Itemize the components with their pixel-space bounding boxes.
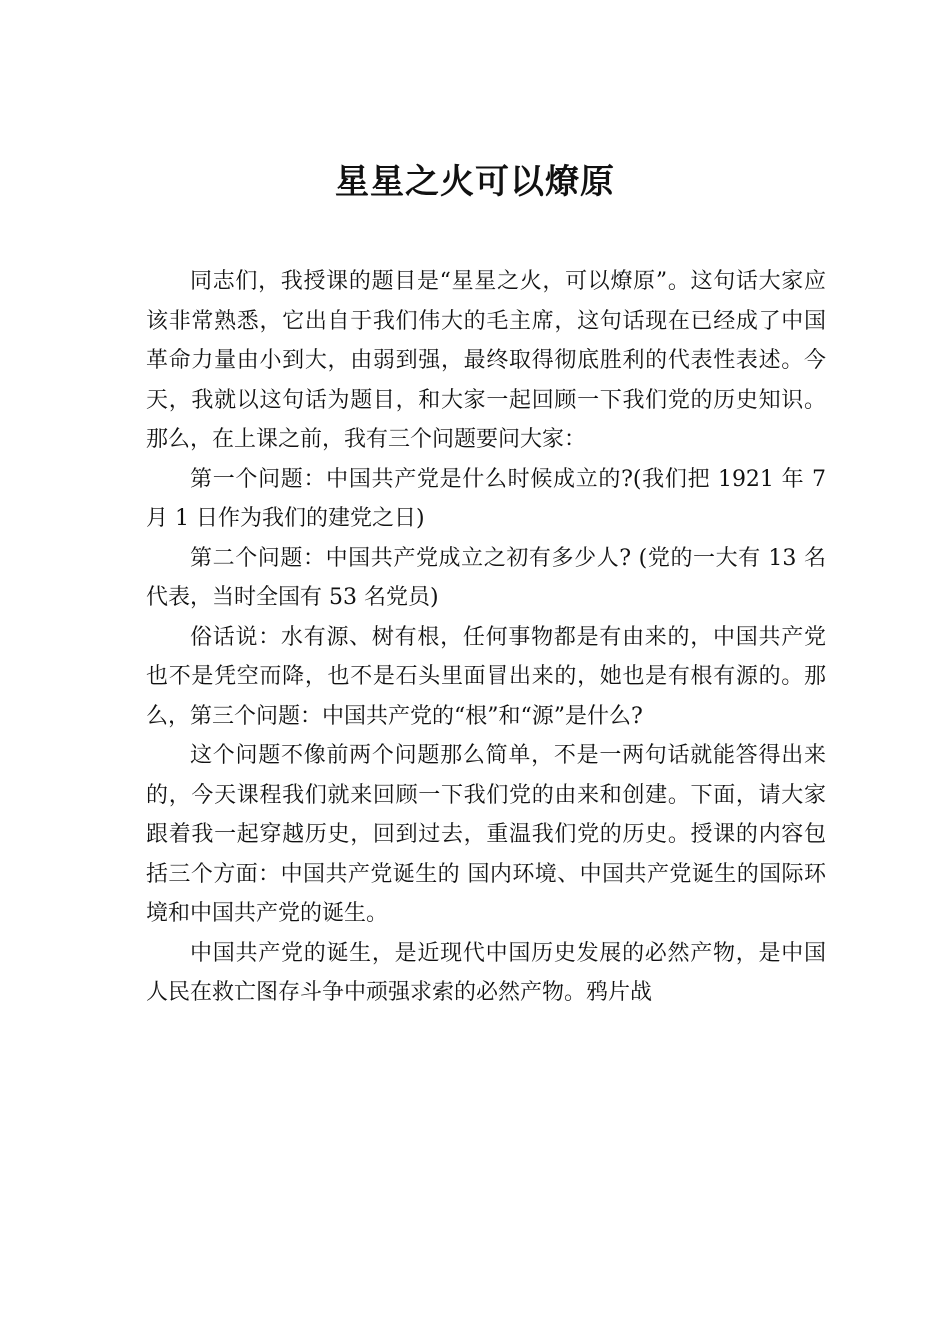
paragraph-question-three: 俗话说：水有源、树有根，任何事物都是有由来的，中国共产党也不是凭空而降，也不是石头里面冒出来的，她也是有根有源的。那么，第三个问题：中国共产党的“根”和“源”是什么? bbox=[146, 624, 826, 729]
paragraph-question-two: 第二个问题：中国共产党成立之初有多少人? (党的一大有 13 名代表，当时全国有 53 名党员) bbox=[146, 545, 826, 610]
paragraph-party-birth: 中国共产党的诞生，是近现代中国历史发展的必然产物，是中国人民在救亡图存斗争中顽强求索的必然产物。鸦片战 bbox=[146, 940, 826, 1005]
paragraph-course-overview: 这个问题不像前两个问题那么简单，不是一两句话就能答得出来的，今天课程我们就来回顾一下我们党的由来和创建。下面，请大家跟着我一起穿越历史，回到过去，重温我们党的历史。授课的内容包括三个方面：中国共产党诞生的 国内环境、中国共产党诞生的国际环境和中国共产党的诞生。 bbox=[146, 743, 826, 926]
paragraph-question-one: 第一个问题：中国共产党是什么时候成立的?(我们把 1921 年 7 月 1 日作为我们的建党之日) bbox=[146, 466, 826, 531]
document-title: 星星之火可以燎原 bbox=[335, 162, 615, 202]
document-body bbox=[146, 262, 826, 1013]
paragraph-intro: 同志们，我授课的题目是“星星之火，可以燎原”。这句话大家应该非常熟悉，它出自于我们伟大的毛主席，这句话现在已经成了中国革命力量由小到大，由弱到强，最终取得彻底胜利的代表性表述。今天，我就以这句话为题目，和大家一起回顾一下我们党的历史知识。那么，在上课之前，我有三个问题要问大家： bbox=[146, 269, 826, 452]
